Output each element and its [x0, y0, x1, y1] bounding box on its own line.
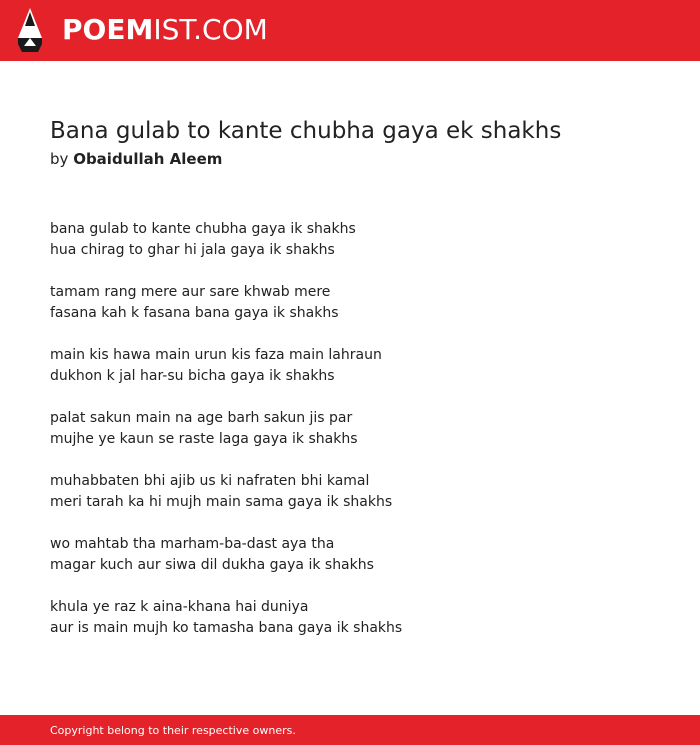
poem-line: palat sakun main na age barh sakun jis par [50, 410, 353, 426]
poem-line: dukhon k jal har-su bicha gaya ik shakhs [50, 368, 335, 384]
brand-light-text: IST.COM [153, 13, 268, 46]
stanza [50, 408, 670, 450]
site-logo-link[interactable] [62, 13, 268, 47]
poem-line: wo mahtab tha marham-ba-dast aya tha [50, 536, 335, 552]
header-bar [0, 0, 700, 61]
stanza [50, 471, 670, 513]
author-name: Obaidullah Aleem [73, 150, 223, 168]
stanza [50, 282, 670, 324]
poem-line: khula ye raz k aina-khana hai duniya [50, 599, 309, 615]
pencil-tip-icon[interactable] [16, 8, 44, 52]
footer-bar [0, 715, 700, 745]
poem-line: hua chirag to ghar hi jala gaya ik shakhs [50, 242, 335, 258]
poem-title: Bana gulab to kante chubha gaya ek shakhs [50, 118, 562, 144]
poem-line: mujhe ye kaun se raste laga gaya ik shakhs [50, 431, 358, 447]
stanza [50, 597, 670, 639]
poem-line: aur is main mujh ko tamasha bana gaya ik shakhs [50, 620, 403, 636]
poem-body [50, 219, 670, 660]
byline [50, 149, 222, 169]
poem-line: main kis hawa main urun kis faza main lahraun [50, 347, 382, 363]
stanza [50, 345, 670, 387]
stanza [50, 534, 670, 576]
poem-line: meri tarah ka hi mujh main sama gaya ik shakhs [50, 494, 393, 510]
poem-line: fasana kah k fasana bana gaya ik shakhs [50, 305, 339, 321]
poem-line: tamam rang mere aur sare khwab mere [50, 284, 331, 300]
poem-line: muhabbaten bhi ajib us ki nafraten bhi kamal [50, 473, 370, 489]
poem-line: magar kuch aur siwa dil dukha gaya ik shakhs [50, 557, 374, 573]
copyright-notice: Copyright belong to their respective owners. [50, 724, 296, 737]
brand-bold-text: POEM [62, 13, 154, 46]
by-label: by [50, 150, 69, 168]
stanza [50, 219, 670, 261]
poem-line: bana gulab to kante chubha gaya ik shakhs [50, 221, 356, 237]
